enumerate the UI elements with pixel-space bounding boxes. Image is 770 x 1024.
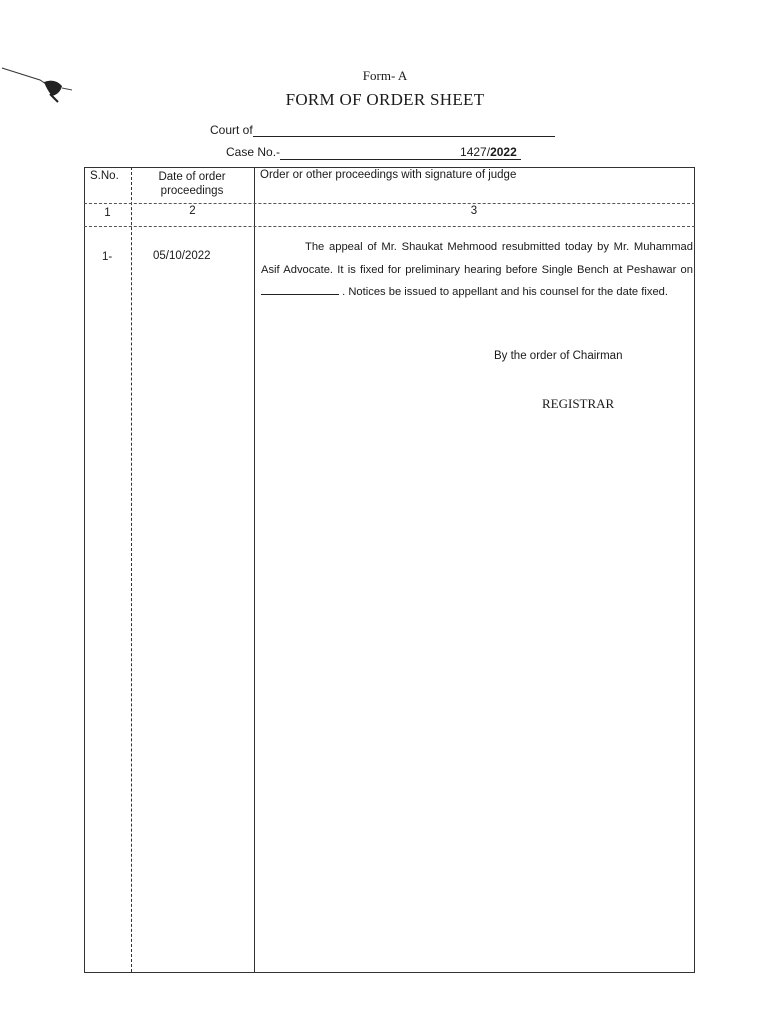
order-text-part1: The appeal of Mr. Shaukat Mehmood resubmitted today by Mr. Muhammad Asif Advocate. It is fixed for preliminary hearing before Single Bench at Peshawar on: [261, 241, 693, 276]
table-right-border: [694, 167, 695, 972]
form-label: Form- A: [362, 68, 408, 83]
col-header-sno: S.No.: [90, 170, 119, 182]
row-date: 05/10/2022: [153, 250, 211, 262]
case-number-field: [460, 145, 521, 160]
col-header-date: Date of order proceedings: [158, 171, 226, 197]
hearing-date-blank: [261, 284, 339, 295]
order-text: [261, 236, 693, 304]
header-divider: [84, 203, 695, 204]
case-label: Case No.-: [226, 145, 281, 159]
table-top-border: [84, 167, 695, 168]
court-line: [210, 123, 555, 137]
order-text-part2: . Notices be issued to appellant and his counsel for the date fixed.: [342, 286, 668, 298]
page-title: FORM OF ORDER SHEET: [285, 90, 485, 109]
table-bottom-border: [84, 972, 695, 973]
registrar-signature: REGISTRAR: [542, 396, 615, 411]
court-blank: [253, 124, 555, 137]
case-number: 1427/: [460, 145, 491, 159]
col-number-3: 3: [470, 205, 478, 217]
court-label: Court of: [210, 123, 253, 137]
col-number-2: 2: [189, 205, 196, 217]
case-blank: [280, 147, 460, 160]
number-row-divider: [84, 226, 695, 227]
col-divider-2: [254, 167, 255, 972]
row-sno: 1-: [102, 251, 113, 263]
col-divider-1: [131, 167, 132, 972]
col-number-1: 1: [104, 207, 111, 219]
col-header-order: Order or other proceedings with signature of judge: [260, 169, 517, 181]
table-left-border: [84, 167, 85, 972]
case-year: 2022: [490, 145, 517, 159]
by-order-line: By the order of Chairman: [494, 350, 623, 362]
case-line: [226, 145, 521, 160]
